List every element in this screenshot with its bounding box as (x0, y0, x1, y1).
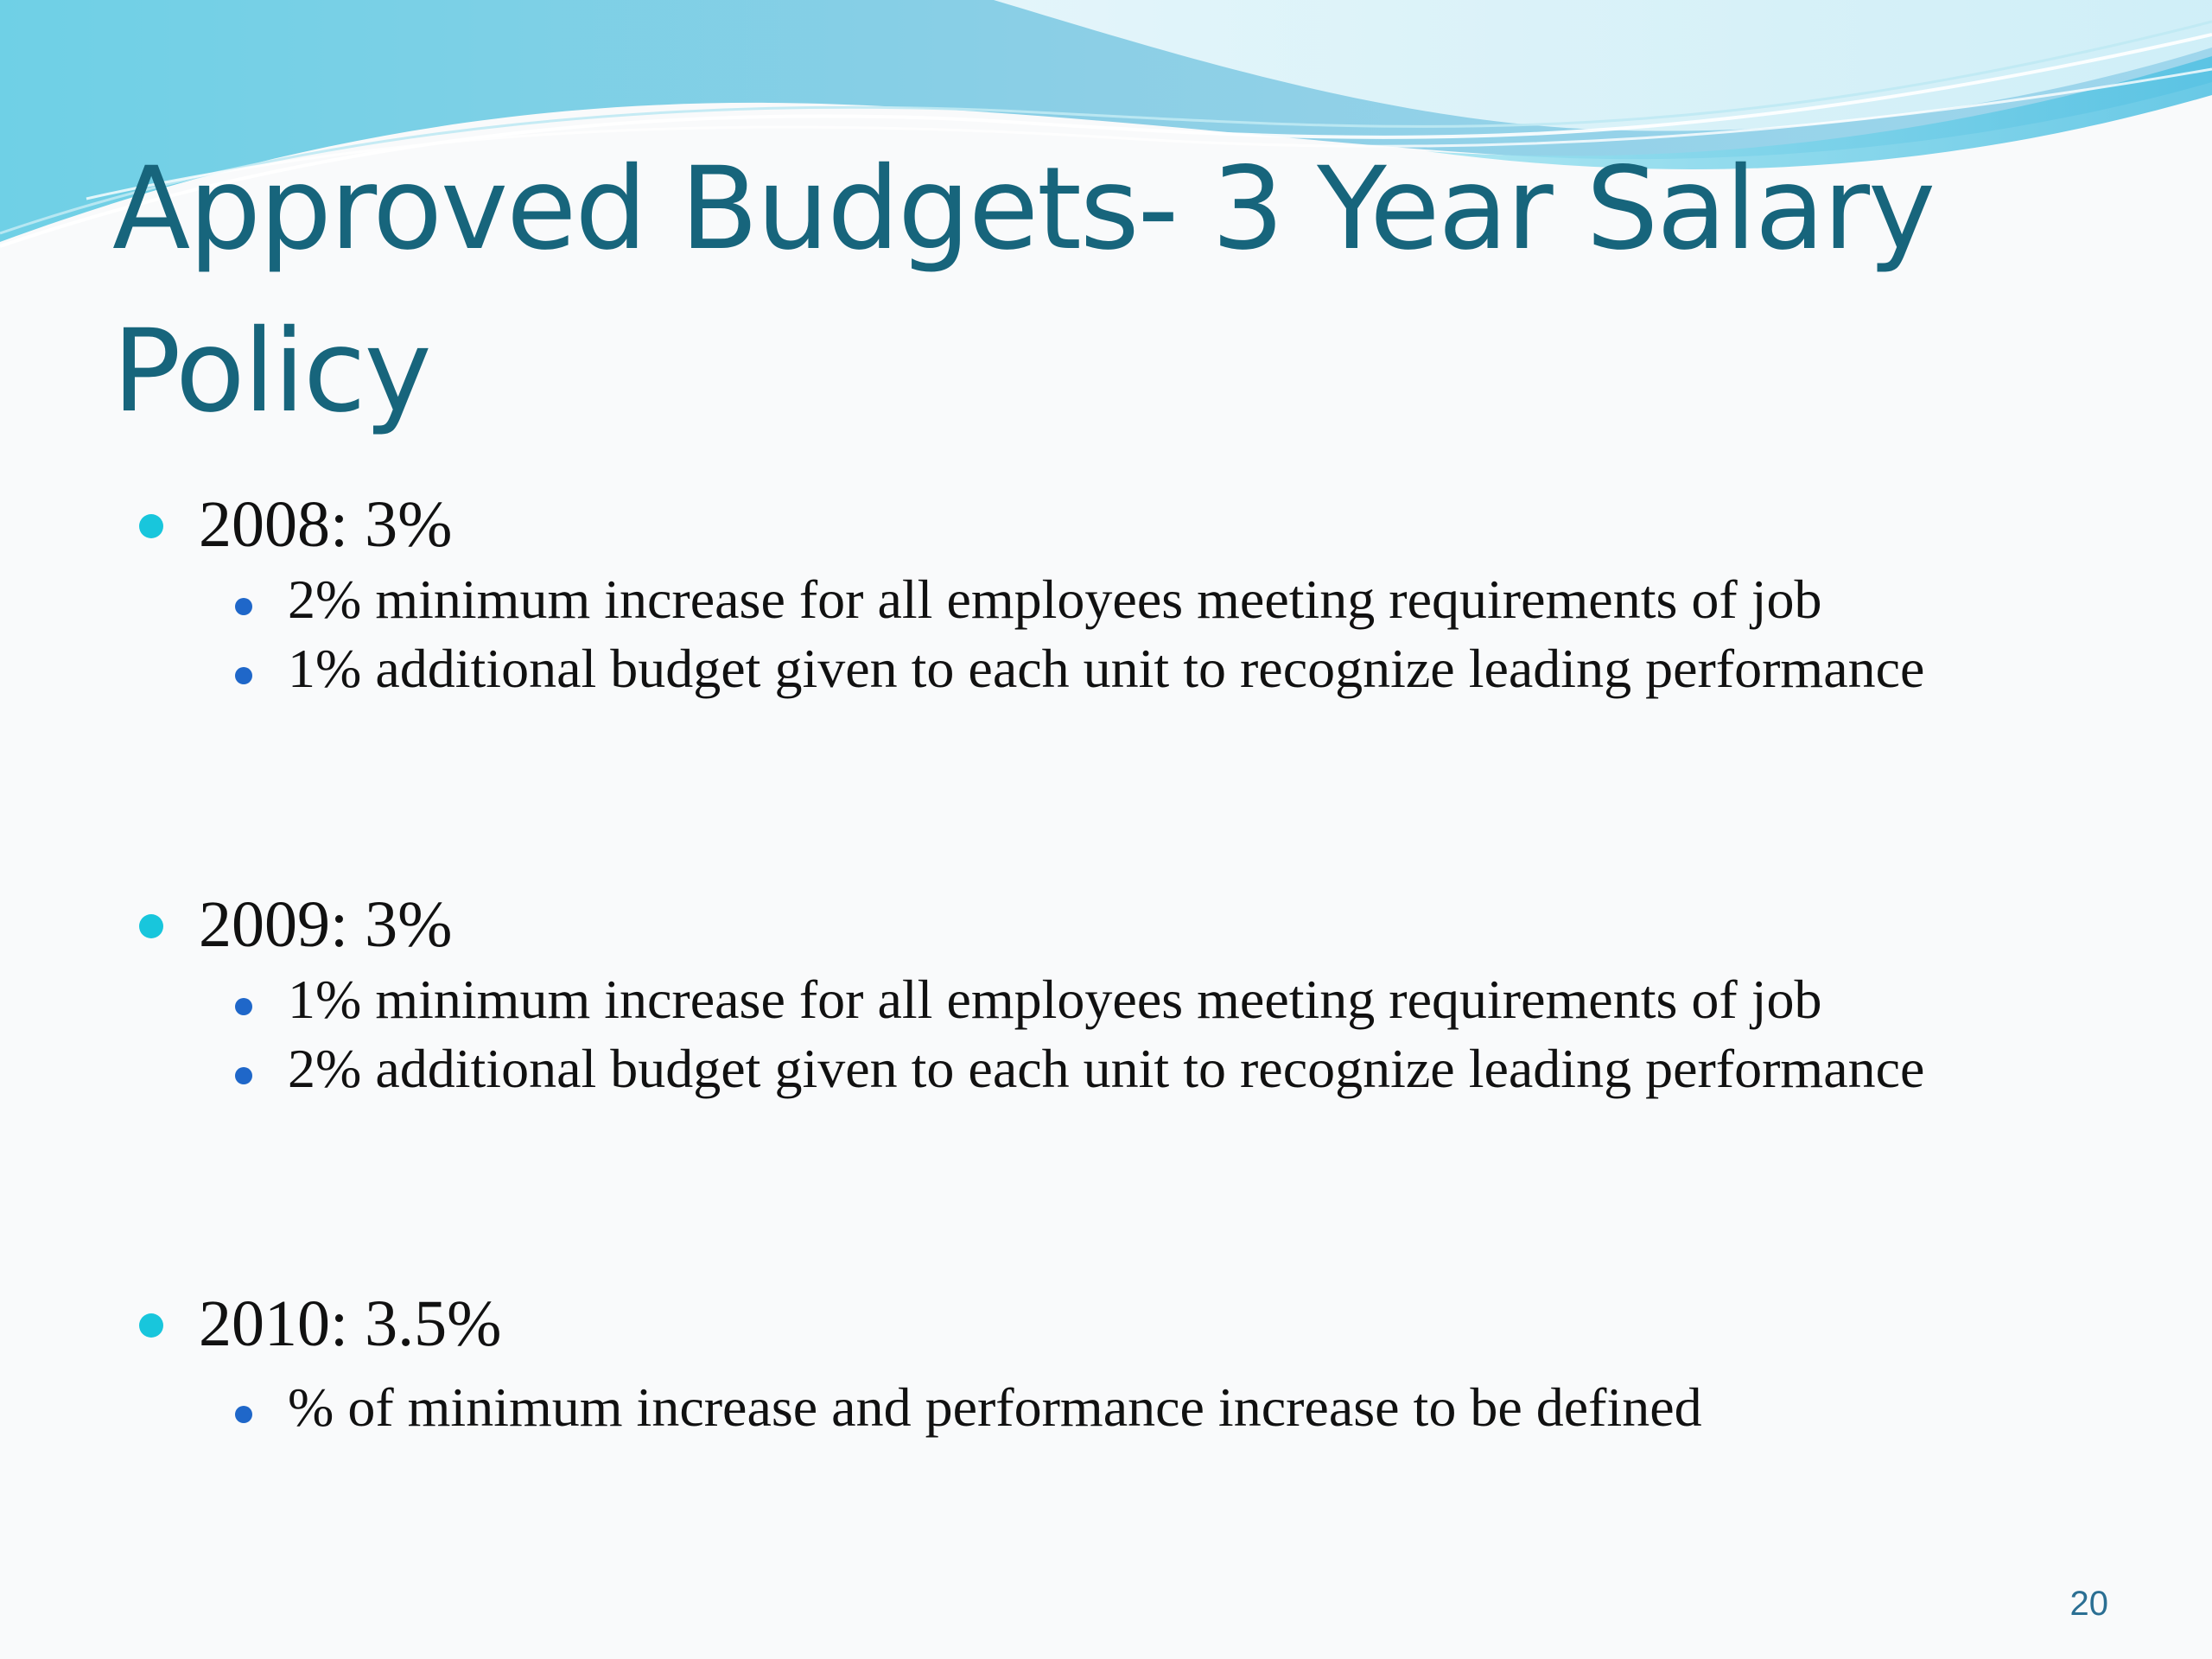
level1-bullet-row (0, 485, 2212, 564)
level2-bullet-row (0, 971, 2212, 1028)
level1-bullet-row (0, 885, 2212, 964)
level1-bullet-icon (139, 1313, 163, 1338)
section-2008 (0, 485, 2212, 697)
level1-bullet-icon (139, 514, 163, 538)
level2-bullet-icon (235, 1067, 252, 1084)
level2-bullet-icon (235, 998, 252, 1015)
level2-bullet-icon (235, 598, 252, 615)
level2-bullet-row (0, 1376, 2212, 1438)
level1-bullet-row (0, 1284, 2212, 1363)
level2-bullet-row (0, 640, 2212, 697)
section-heading-2008: 2008: 3% (199, 488, 453, 561)
slide-title: Approved Budgets- 3 Year Salary Policy (112, 143, 1935, 438)
bullet-item-2010-1: % of minimum increase and performance increase to be defined (288, 1376, 1702, 1438)
section-heading-2010: 2010: 3.5% (199, 1287, 502, 1360)
level2-bullet-row (0, 571, 2212, 628)
section-heading-2009: 2009: 3% (199, 888, 453, 961)
bullet-item-2009-1: 1% minimum increase for all employees meeting requirements of job (288, 969, 1822, 1030)
level2-bullet-row (0, 1040, 2212, 1097)
bullet-item-2008-2: 1% additional budget given to each unit to recognize leading performance (288, 638, 1925, 699)
page-number: 20 (2069, 1585, 2108, 1623)
section-2010 (0, 1284, 2212, 1436)
level1-bullet-icon (139, 914, 163, 938)
bullet-item-2009-2: 2% additional budget given to each unit to recognize leading performance (288, 1038, 1925, 1099)
section-2009 (0, 885, 2212, 1097)
level2-bullet-icon (235, 1406, 252, 1423)
level2-bullet-icon (235, 667, 252, 684)
bullet-item-2008-1: 2% minimum increase for all employees meeting requirements of job (288, 569, 1822, 630)
